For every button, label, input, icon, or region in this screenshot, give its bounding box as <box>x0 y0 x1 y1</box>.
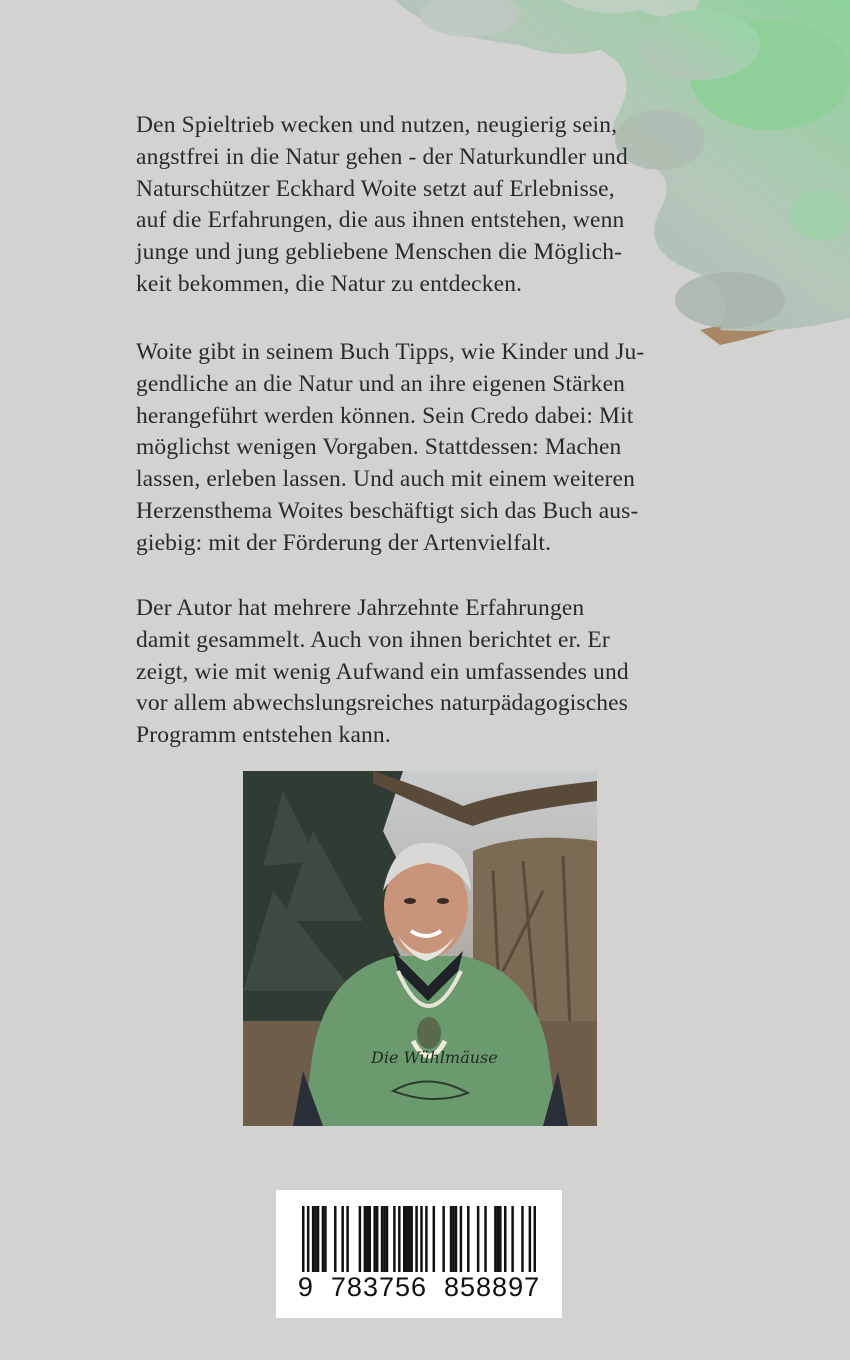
shirt-print-text: Die Wühlmäuse <box>371 1048 498 1067</box>
barcode-bars <box>302 1206 536 1272</box>
text-line: möglichst wenigen Vorgaben. Stattdessen: Machen <box>136 434 622 461</box>
barcode-bar <box>373 1206 376 1272</box>
barcode-bar <box>408 1206 411 1272</box>
text-line: Den Spieltrieb wecken und nutzen, neugierig sein, <box>136 112 618 138</box>
barcode-bar <box>317 1206 320 1272</box>
barcode-bar <box>477 1206 480 1272</box>
text-line: Naturschützer Eckhard Woite setzt auf Erlebnisse, <box>136 175 615 202</box>
barcode-bar <box>452 1206 455 1272</box>
barcode-bar <box>497 1206 500 1272</box>
barcode-bar <box>455 1206 458 1272</box>
barcode-bar <box>359 1206 362 1272</box>
barcode-bar <box>529 1206 532 1272</box>
text-line: Woite gibt in seinem Buch Tipps, wie Kinder und Ju- <box>136 339 645 365</box>
text-line: herangeführt werden können. Sein Credo dabei: Mit <box>136 402 634 429</box>
barcode-bar <box>369 1206 372 1272</box>
barcode-bar <box>420 1206 423 1272</box>
barcode-bar <box>341 1206 344 1272</box>
text-line: Programm entstehen kann. <box>136 722 391 749</box>
barcode-bar <box>484 1206 487 1272</box>
barcode-bar <box>314 1206 317 1272</box>
blurb-paragraph-3 <box>136 593 716 752</box>
isbn-barcode <box>276 1190 562 1318</box>
text-line: damit gesammelt. Auch von ihnen berichtet er. Er <box>136 626 610 653</box>
barcode-bar <box>521 1206 524 1272</box>
barcode-bar <box>307 1206 310 1272</box>
text-line: Der Autor hat mehrere Jahrzehnte Erfahrungen <box>136 595 585 621</box>
barcode-bar <box>312 1206 315 1272</box>
text-line: vor allem abwechslungsreiches naturpädagogisches <box>136 690 629 717</box>
barcode-bar <box>398 1206 401 1272</box>
barcode-bar <box>302 1206 305 1272</box>
barcode-bar <box>364 1206 367 1272</box>
text-line: lassen, erleben lassen. Und auch mit einem weiteren <box>136 466 636 493</box>
barcode-bar <box>467 1206 470 1272</box>
barcode-bar <box>504 1206 507 1272</box>
barcode-bar <box>366 1206 369 1272</box>
text-line: keit bekommen, die Natur zu entdecken. <box>136 270 523 297</box>
barcode-bar <box>425 1206 428 1272</box>
barcode-bar <box>442 1206 445 1272</box>
barcode-bar <box>405 1206 408 1272</box>
barcode-bar <box>511 1206 514 1272</box>
text-line: auf die Erfahrungen, die aus ihnen entstehen, wenn <box>136 207 625 234</box>
barcode-bar <box>381 1206 384 1272</box>
barcode-bar <box>324 1206 327 1272</box>
barcode-bar <box>376 1206 379 1272</box>
barcode-bar <box>494 1206 497 1272</box>
barcode-bar <box>499 1206 502 1272</box>
barcode-bar <box>415 1206 418 1272</box>
barcode-bar <box>322 1206 325 1272</box>
text-line: gendliche an die Natur und an ihre eigenen Stärken <box>136 370 626 397</box>
text-line: junge und jung gebliebene Menschen die Möglich- <box>136 239 623 266</box>
text-line: angstfrei in die Natur gehen - der Naturkundler und <box>136 143 628 170</box>
barcode-bar <box>393 1206 396 1272</box>
blurb-paragraph-1 <box>136 110 716 301</box>
barcode-bar <box>433 1206 436 1272</box>
text-line: Herzensthema Woites beschäftigt sich das Buch aus- <box>136 497 639 524</box>
barcode-bar <box>460 1206 463 1272</box>
barcode-bar <box>450 1206 453 1272</box>
barcode-bar <box>410 1206 413 1272</box>
barcode-bar <box>346 1206 349 1272</box>
isbn-number: 9 783756 858897 <box>297 1272 541 1302</box>
author-photo <box>243 771 597 1126</box>
barcode-bar <box>403 1206 406 1272</box>
barcode-bar <box>334 1206 337 1272</box>
barcode-bar <box>534 1206 536 1272</box>
barcode-bar <box>383 1206 386 1272</box>
barcode-bar <box>386 1206 389 1272</box>
text-line: giebig: mit der Förderung der Artenvielfalt. <box>136 529 552 556</box>
blurb-paragraph-2 <box>136 337 716 560</box>
text-line: zeigt, wie mit wenig Aufwand ein umfassendes und <box>136 658 629 685</box>
